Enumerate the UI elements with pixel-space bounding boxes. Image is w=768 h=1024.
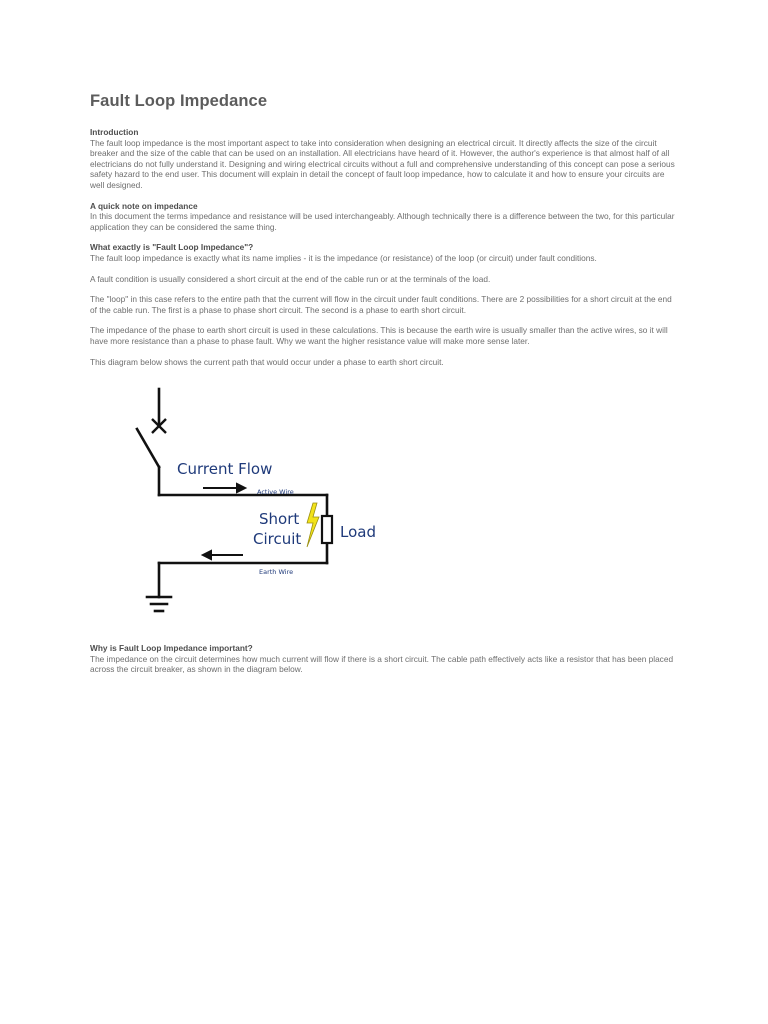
paragraph: A fault condition is usually considered a short circuit at the end of the cable run or at the terminals of the load. — [90, 273, 491, 284]
paragraph: This diagram below shows the current path that would occur under a phase to earth short circuit. — [90, 356, 444, 367]
active-wire-label: Active Wire — [257, 488, 294, 497]
paragraph: The "loop" in this case refers to the entire path that the current will flow in the circuit under fault conditions. There are 2 possibilities for a short circuit at the end of the cable run. The first is a phase to phase short circuit. The second is a phase to earth short circuit. — [90, 294, 672, 315]
document-page — [90, 92, 680, 685]
arrow-right-head-icon — [237, 484, 245, 492]
current-flow-label: Current Flow — [177, 460, 273, 479]
paragraph: The fault loop impedance is exactly what its name implies - it is the impedance (or resistance) of the loop (or circuit) under fault conditions. — [90, 252, 597, 263]
section-what-is-fli — [90, 242, 680, 263]
paragraph: The impedance on the circuit determines how much current will flow if there is a short circuit. The cable path effectively acts like a resistor that has been placed across the circuit breaker, as shown in the diagram below. — [90, 653, 674, 675]
paragraph: The impedance of the phase to earth short circuit is used in these calculations. This is because the earth wire is usually smaller than the active wires, so it will have more resistance than a phase to phase fault. Why we want the higher resistance value will make more sense later. — [90, 325, 668, 346]
section-introduction — [90, 127, 680, 191]
breaker-switch-blade — [137, 429, 159, 467]
section-heading: Why is Fault Loop Impedance important? — [90, 643, 253, 654]
arrow-left-head-icon — [203, 551, 211, 559]
paragraph: The fault loop impedance is the most important aspect to take into consideration when designing an electrical circuit. It directly affects the size of the circuit breaker and the size of the cable that can be used on an installation. All electricians have heard of it. However, the author's experience is that almost half of all electricians do not fully understand it. Designing and wiring electrical circuits without a full and comprehensive understanding of this concept can pose a serious safety hazard to the end user. This document will explain in detail the concept of fault loop impedance, how to calculate it and how to ensure your circuits are well designed. — [90, 137, 675, 190]
section-heading: What exactly is "Fault Loop Impedance"? — [90, 242, 254, 253]
section-heading: Introduction — [90, 127, 139, 137]
document-title: Fault Loop Impedance — [90, 92, 268, 110]
section-quick-note — [90, 201, 680, 233]
circuit-diagram-svg — [127, 377, 427, 627]
circuit-label: Circuit — [253, 530, 302, 549]
load-resistor-icon — [322, 516, 332, 543]
phase-to-earth-diagram — [127, 377, 427, 627]
section-why-important — [90, 643, 680, 675]
section-heading: A quick note on impedance — [90, 200, 198, 211]
load-label: Load — [340, 523, 376, 542]
earth-wire-label: Earth Wire — [259, 568, 294, 577]
short-label: Short — [259, 510, 300, 529]
paragraph: In this document the terms impedance and resistance will be used interchangeably. Although technically there is a difference between the two, for this particular application they can be considered the same thing. — [90, 211, 675, 232]
short-circuit-spark-icon — [307, 503, 319, 547]
